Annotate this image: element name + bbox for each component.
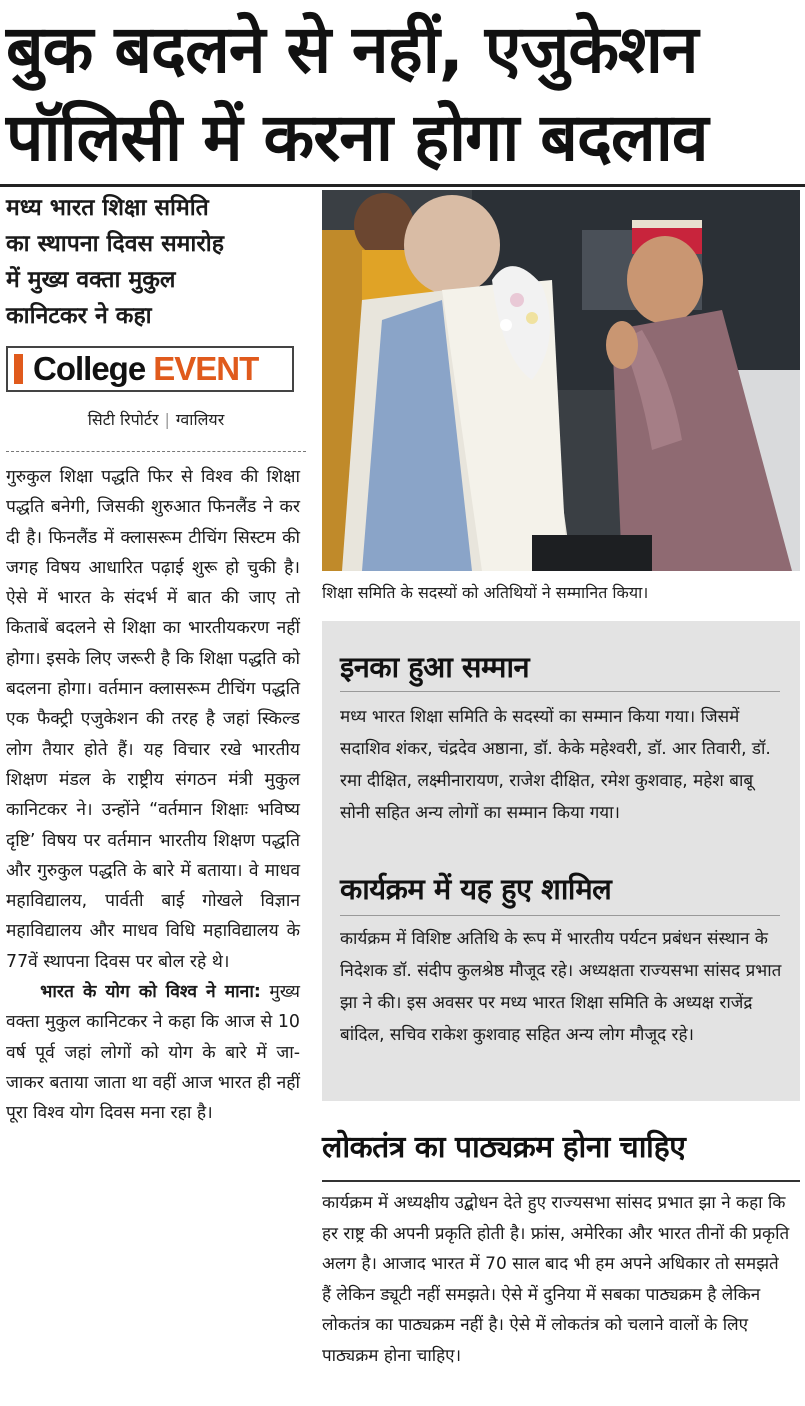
box-text-2: कार्यक्रम में विशिष्ट अतिथि के रूप में भारतीय पर्यटन प्रबंधन संस्थान के निदेशक डॉ. संदीप कुलश्रेष्ठ मौजूद रहे। अध्यक्षता राज्यसभा सांसद प्रभात झा ने की। इस अवसर पर मध्य भारत शिक्षा समिति के अध्यक्ष राजेंद्र बांदिल, सचिव राकेश कुशवाह सहित अन्य लोग मौजूद रहे। <box>340 929 782 1045</box>
body-paragraph-2 <box>6 977 300 1128</box>
tag-accent-bar <box>14 354 23 384</box>
headline <box>6 6 799 182</box>
headline-line-1: बुक बदलने से नहीं, एजुकेशन <box>6 11 698 88</box>
byline-divider <box>6 451 306 452</box>
subheadline <box>6 190 306 334</box>
box-divider-1 <box>340 691 780 692</box>
subhead-line-2: का स्थापना दिवस समारोह <box>6 231 224 257</box>
subhead-line-4: कानिटकर ने कहा <box>6 303 152 329</box>
headline-line-2: पॉलिसी में करना होगा बदलाव <box>6 99 708 176</box>
photo-illustration <box>322 190 800 571</box>
byline-separator: | <box>164 410 170 429</box>
section-3-text: कार्यक्रम में अध्यक्षीय उद्बोधन देते हुए राज्यसभा सांसद प्रभात झा ने कहा कि हर राष्ट्र की अपनी प्रकृति होती है। फ्रांस, अमेरिका और भारत तीनों की प्रकृति अलग है। आजाद भारत में 70 साल बाद भी हम अपने अधिकार तो समझते हैं लेकिन ड्यूटी नहीं समझते। ऐसे में दुनिया में सबका पाठ्यक्रम है लेकिन लोकतंत्र का पाठ्यक्रम नहीं है। ऐसे में लोकतंत्र को चलाने वालों के लिए पाठ्यक्रम होना चाहिए। <box>322 1193 790 1366</box>
subhead-line-1: मध्य भारत शिक्षा समिति <box>6 195 209 221</box>
body-paragraph-2-text: मुख्य वक्ता मुकुल कानिटकर ने कहा कि आज से 10 वर्ष पूर्व जहां लोगों को योग के बारे में जा-जाकर बताया जाता था वहीं आज भारत ही नहीं पूरा विश्व योग दिवस मना रहा है। <box>6 982 300 1124</box>
body-subheading: भारत के योग को विश्व ने माना: <box>40 982 261 1003</box>
body-paragraph-1: गुरुकुल शिक्षा पद्धति फिर से विश्व की शिक्षा पद्धति बनेगी, जिसकी शुरुआत फिनलैंड ने कर दी है। फिनलैंड में क्लासरूम टीचिंग सिस्टम की जगह विषय आधारित पढ़ाई शुरू हो चुकी है। ऐसे में भारत के संदर्भ में बात की जाए तो किताबें बदलने से शिक्षा का भारतीयकरण नहीं होगा। इसके लिए जरूरी है कि शिक्षा पद्धति को बदलना होगा। वर्तमान क्लासरूम टीचिंग पद्धति एक फैक्ट्री एजुकेशन की तरह है जहां स्किल्ड लोग तैयार होते हैं। यह विचार रखे भारतीय शिक्षण मंडल के राष्ट्रीय संगठन मंत्री मुकुल कानिटकर ने। उन्होंने “वर्तमान शिक्षाः भविष्य दृष्टि’ विषय पर वर्तमान भारतीय शिक्षण पद्धति और गुरुकुल पद्धति के बारे में बताया। वे माधव महाविद्यालय, पार्वती बाई गोखले विज्ञान महाविद्यालय और माधव विधि महाविद्यालय के 77वें स्थापना दिवस पर बोल रहे थे। <box>6 467 300 972</box>
photo-caption: शिक्षा समिति के सदस्यों को अतिथियों ने सम्मानित किया। <box>322 583 649 602</box>
section-3-heading: लोकतंत्र का पाठ्यक्रम होना चाहिए <box>322 1130 686 1165</box>
tag-part-2: EVENT <box>153 350 259 387</box>
tag-part-1: College <box>33 350 146 387</box>
article-body <box>6 462 300 1129</box>
box-divider-2 <box>340 915 780 916</box>
section-3-divider <box>322 1180 800 1182</box>
section-tag <box>6 346 294 392</box>
box-text-1: मध्य भारत शिक्षा समिति के सदस्यों का सम्मान किया गया। जिसमें सदाशिव शंकर, चंद्रदेव अष्ठाना, डॉ. केके महेश्वरी, डॉ. आर तिवारी, डॉ. रमा दीक्षित, लक्ष्मीनारायण, राजेश दीक्षित, रमेश कुशवाह, महेश बाबू सोनी सहित अन्य लोगों का सम्मान किया गया। <box>340 707 771 823</box>
event-photo <box>322 190 800 571</box>
box-heading-2: कार्यक्रम में यह हुए शामिल <box>340 872 612 906</box>
byline-city: ग्वालियर <box>175 410 225 429</box>
byline-reporter: सिटी रिपोर्टर <box>87 410 159 429</box>
byline <box>6 408 306 430</box>
sidebar-box <box>322 621 800 1101</box>
subhead-line-3: में मुख्य वक्ता मुकुल <box>6 267 176 293</box>
box-heading-1: इनका हुआ सम्मान <box>340 650 530 684</box>
top-divider <box>0 184 805 187</box>
